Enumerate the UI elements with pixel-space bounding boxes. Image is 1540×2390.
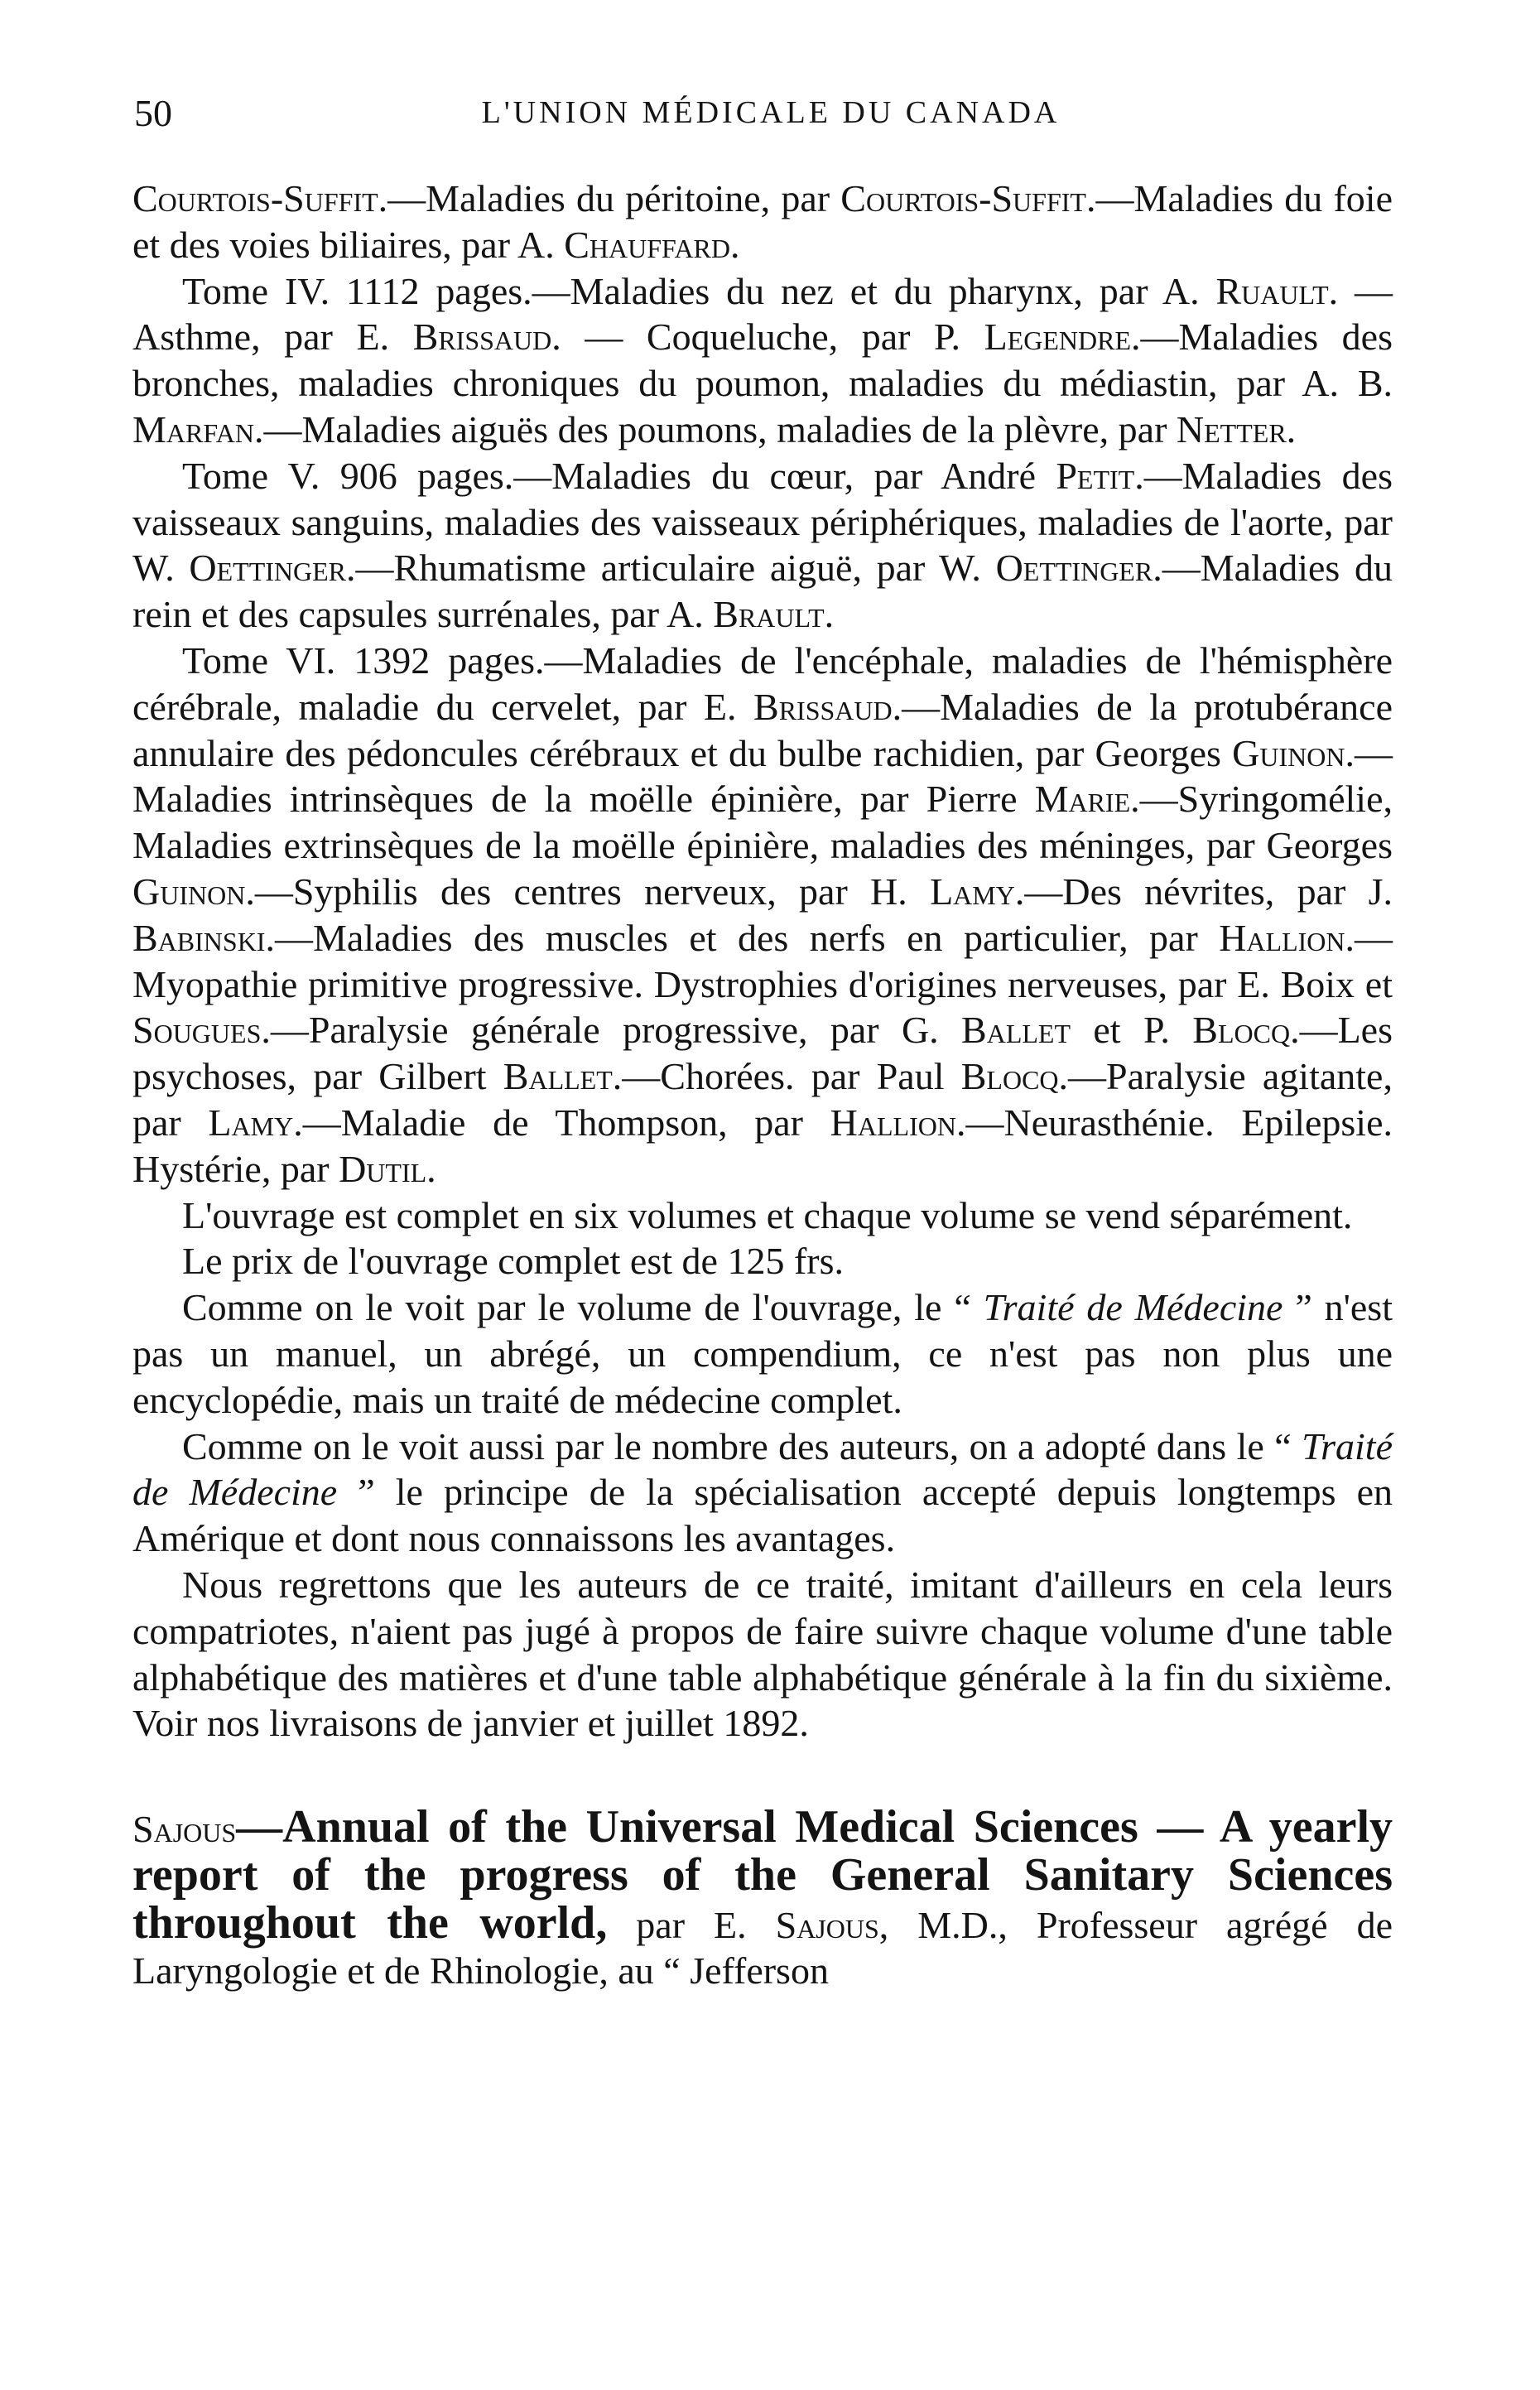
author-name: Sougues xyxy=(132,1009,262,1052)
text-run: .—Paralysie générale progressive, par G. xyxy=(261,1009,962,1052)
paragraph-tome-vi xyxy=(132,638,1393,1193)
text-run: .—Maladies du foie et des voies biliaires, par A. xyxy=(132,177,1393,266)
author-name: Petit xyxy=(1056,454,1135,497)
text-run: . — Asthme, par E. xyxy=(132,269,1393,359)
author-name: Hallion xyxy=(1219,916,1345,959)
book-title-italic: Traité de Médecine xyxy=(132,1424,1393,1514)
text-run: ” n'est pas un manuel, un abrégé, un compendium, ce n'est pas non plus une encyclopédie, mais un traité de médecine complet. xyxy=(132,1286,1393,1421)
paragraph-tome-v xyxy=(132,453,1393,638)
text-run: et P. xyxy=(1071,1009,1193,1052)
author-name: Hallion xyxy=(830,1101,956,1144)
text-run: par E. xyxy=(607,1903,776,1946)
review-author: Sajous xyxy=(132,1808,237,1851)
paragraph-comment-volume xyxy=(132,1284,1393,1423)
text-run: .—Maladies du péritoine, par xyxy=(378,177,841,219)
text-run: .—Maladies de la protubérance annulaire des pédoncules cérébraux et du bulbe rachidien, par Georges xyxy=(132,685,1393,774)
author-name: Dutil xyxy=(339,1147,427,1190)
author-name: Ruault xyxy=(1215,269,1329,312)
text-run: Comme on le voit par le volume de l'ouvrage, le “ xyxy=(182,1286,984,1329)
author-name: Brault xyxy=(713,593,825,636)
page-number: 50 xyxy=(134,92,172,134)
text-run: .—Maladies aiguës des poumons, maladies de la plèvre, par xyxy=(254,407,1177,451)
author-name: Babinski xyxy=(132,916,266,959)
text-run: . xyxy=(824,593,835,636)
text-run: Tome V. 906 pages.—Maladies du cœur, par André xyxy=(182,454,1056,497)
author-name: Guinon xyxy=(132,870,246,913)
author-name: Legendre xyxy=(984,316,1131,359)
author-name: Lamy xyxy=(208,1101,294,1144)
text-run: .—Syringomélie, Maladies extrinsèques de la moëlle épinière, maladies des méninges, par Georges xyxy=(132,778,1393,867)
paragraph-price: Le prix de l'ouvrage complet est de 125 frs. xyxy=(182,1240,844,1283)
author-name: Guinon xyxy=(1232,731,1345,774)
author-name: Marie xyxy=(1034,778,1131,821)
book-title-italic: Traité de Médecine xyxy=(983,1286,1283,1329)
author-name: Oettinger xyxy=(995,547,1153,590)
text-run: .—Les psychoses, par Gilbert xyxy=(132,1009,1393,1098)
author-name: Brissaud xyxy=(412,316,552,359)
text-run: .—Chorées. par Paul xyxy=(612,1055,961,1098)
running-title: L'UNION MÉDICALE DU CANADA xyxy=(481,95,1061,130)
text-run: Tome IV. 1112 pages.—Maladies du nez et du pharynx, par A. xyxy=(182,269,1216,312)
text-run: .—Maladies intrinsèques de la moëlle épinière, par Pierre xyxy=(132,731,1393,821)
review-title: —Annual of the Universal Medical Sciences — A yearly report of the progress of the General Sanitary Sciences throughout the world, xyxy=(132,1801,1393,1949)
paragraph-tome-iii-end xyxy=(132,176,1393,268)
text-run: . xyxy=(730,223,740,266)
author-name: Blocq xyxy=(960,1055,1059,1098)
text-run: ” le principe de la spécialisation accepté depuis longtemps en Amérique et dont nous connaissons les avantages. xyxy=(132,1471,1393,1560)
text-run: .—Paralysie agitante, par xyxy=(132,1055,1393,1144)
text-run: , M.D., Professeur agrégé de Laryngologie et de Rhinologie, au “ Jefferson xyxy=(132,1903,1393,1992)
text-run: . xyxy=(1286,407,1297,451)
text-run: .—Des névrites, par J. xyxy=(1014,870,1393,913)
text-run: .—Maladies des muscles et des nerfs en particulier, par xyxy=(265,916,1220,959)
page-body xyxy=(132,176,1393,1994)
page-header xyxy=(134,91,1408,141)
author-name: Blocq xyxy=(1192,1009,1291,1052)
text-run: .—Maladie de Thompson, par xyxy=(293,1101,830,1144)
text-run: .—Neurasthénie. Epilepsie. Hystérie, par xyxy=(132,1101,1393,1190)
author-name: Courtois-Suffit xyxy=(132,177,378,219)
author-name: Ballet xyxy=(503,1055,613,1098)
paragraph-comment-authors xyxy=(132,1424,1393,1562)
author-name: Netter xyxy=(1176,407,1287,451)
author-name: Oettinger xyxy=(189,547,347,590)
author-name: Brissaud xyxy=(753,685,893,728)
text-run: .—Maladies des bronches, maladies chroniques du poumon, maladies du médiastin, par A. B. xyxy=(132,316,1393,405)
author-name: Ballet xyxy=(961,1009,1071,1052)
author-name: Chauffard xyxy=(564,223,731,266)
text-run: Comme on le voit aussi par le nombre des auteurs, on a adopté dans le “ xyxy=(182,1424,1302,1467)
paragraph-complete-work: L'ouvrage est complet en six volumes et chaque volume se vend séparément. xyxy=(182,1193,1353,1236)
author-name: Courtois-Suffit xyxy=(840,177,1086,219)
paragraph-tome-iv xyxy=(132,268,1393,453)
text-run: .—Maladies des vaisseaux sanguins, maladies des vaisseaux périphériques, maladies de l'aorte, par W. xyxy=(132,454,1393,590)
paragraph-regrets: Nous regrettons que les auteurs de ce traité, imitant d'ailleurs en cela leurs compatriotes, n'aient pas jugé à propos de faire suivre chaque volume d'une table alphabétique des matières et d'une table alphabétique générale à la fin du sixième. Voir nos livraisons de janvier et juillet 1892. xyxy=(132,1563,1393,1745)
author-name: Marfan xyxy=(132,407,254,451)
text-run: .—Myopathie primitive progressive. Dystrophies d'origines nerveuses, par E. Boix et xyxy=(132,916,1393,1005)
text-run: Tome VI. 1392 pages.—Maladies de l'encéphale, maladies de l'hémisphère cérébrale, maladie du cervelet, par E. xyxy=(132,638,1393,728)
text-run: .—Rhumatisme articulaire aiguë, par W. xyxy=(346,547,996,590)
author-name: Lamy xyxy=(930,870,1015,913)
review-entry-sajous xyxy=(132,1801,1393,1994)
text-run: .—Maladies du rein et des capsules surrénales, par A. xyxy=(132,547,1393,636)
text-run: . — Coqueluche, par P. xyxy=(551,316,984,359)
author-name: Sajous xyxy=(775,1903,879,1946)
text-run: . xyxy=(426,1147,436,1190)
text-run: .—Syphilis des centres nerveux, par H. xyxy=(245,870,931,913)
